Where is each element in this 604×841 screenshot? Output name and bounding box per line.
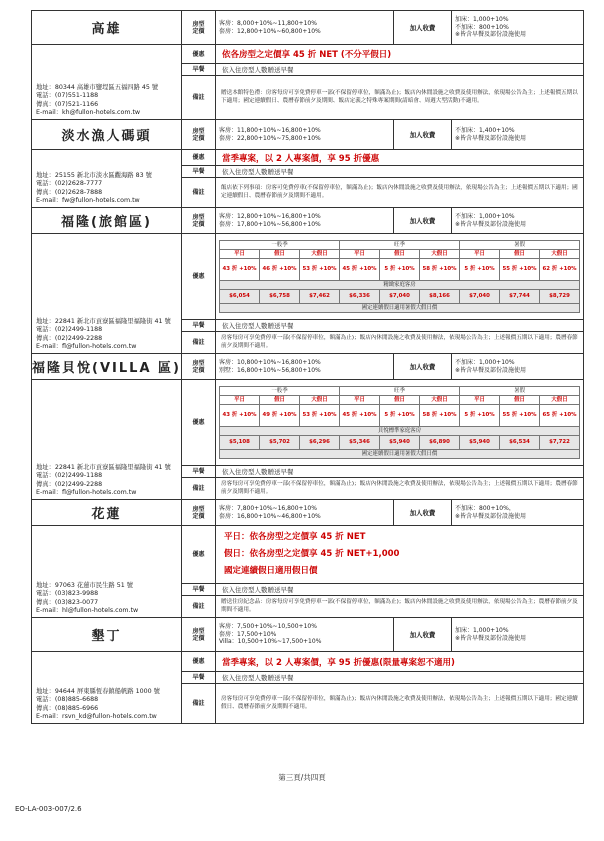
room-prices: 客房：7,500+10%~10,500+10% 套房：17,500+10% Villa：10,500+10%~17,500+10% — [216, 618, 394, 652]
discount-rate: 53 折 +10% — [300, 259, 340, 281]
discount-rate: 62 折 +10% — [540, 259, 580, 281]
room-prices: 客房：12,800+10%~16,800+10% 套房：17,800+10%~56,800+10% — [216, 208, 394, 234]
discount-label: 優惠 — [182, 380, 216, 466]
season-group: 一般季 — [220, 387, 340, 396]
discount-rate: 43 折 +10% — [220, 259, 260, 281]
discount-rate: 5 折 +10% — [460, 259, 500, 281]
extra-bed-label: 加人收費 — [394, 618, 452, 652]
room-price: $6,296 — [300, 436, 340, 450]
extra-bed-info: 不加床：800+10%， ※皆含早餐及部份設施使用 — [452, 500, 584, 526]
day-type: 假日 — [500, 396, 540, 405]
discount-rate: 58 折 +10% — [420, 405, 460, 427]
room-price: $6,336 — [340, 290, 380, 304]
breakfast-label: 早餐 — [182, 466, 216, 478]
hotel-address-kenting: 地址：94644 屏東縣恆春鎮船帆路 1000 號 電話：(08)885-6688 傳真：(08)885-6966 E-mail：rsvn_kd@fullon-hotels.com.tw — [32, 652, 182, 724]
hotel-name-fulong-villa: 福隆貝悅(VILLA 區) — [32, 354, 182, 380]
hotel-rate-table — [31, 10, 584, 724]
room-price: $6,758 — [260, 290, 300, 304]
document-code: EO-LA-003-007/2.6 — [15, 805, 82, 813]
day-type: 假日 — [260, 250, 300, 259]
room-price: $8,729 — [540, 290, 580, 304]
room-price: $6,890 — [420, 436, 460, 450]
extra-bed-info: 不加床：1,000+10% ※皆含早餐及部份設施使用 — [452, 208, 584, 234]
breakfast-text: 依入住房型人數贈送早餐 — [216, 166, 584, 178]
day-type: 大假日 — [300, 396, 340, 405]
day-type: 假日 — [260, 396, 300, 405]
extra-bed-info: 加床：1,000+10% ※皆含早餐及部份設施使用 — [452, 618, 584, 652]
room-price: $7,040 — [460, 290, 500, 304]
extra-bed-label: 加人收費 — [394, 500, 452, 526]
room-price: $7,744 — [500, 290, 540, 304]
hotel-name-fulong: 福隆(旅館區) — [32, 208, 182, 234]
extra-bed-info: 不加床：1,400+10% ※皆含早餐及部份設施使用 — [452, 120, 584, 150]
hotel-address-fulong-villa: 地址：22841 新北市貢寮區福隆里福隆街 41 號 電話：(02)2499-1188 傳真：(02)2499-2288 E-mail：fl@fullon-hotels.com.tw — [32, 380, 182, 500]
room-price: $6,534 — [500, 436, 540, 450]
season-rate-table — [219, 240, 580, 313]
day-type: 假日 — [500, 250, 540, 259]
day-type: 平日 — [460, 396, 500, 405]
discount-rate: 49 折 +10% — [260, 405, 300, 427]
day-type: 平日 — [340, 396, 380, 405]
discount-text: 當季專案，以 2 人專案價，享 95 折優惠 — [216, 150, 584, 166]
remarks-label: 備註 — [182, 684, 216, 724]
room-price-label: 房型 定價 — [182, 11, 216, 45]
room-price-label: 房型 定價 — [182, 354, 216, 380]
season-rate-cell — [216, 234, 584, 320]
breakfast-label: 早餐 — [182, 584, 216, 596]
day-type: 平日 — [220, 250, 260, 259]
extra-bed-label: 加人收費 — [394, 11, 452, 45]
room-price: $6,054 — [220, 290, 260, 304]
day-type: 平日 — [340, 250, 380, 259]
hotel-name-kenting: 墾丁 — [32, 618, 182, 652]
discount-label: 優惠 — [182, 234, 216, 320]
breakfast-text: 依入住房型人數贈送早餐 — [216, 320, 584, 332]
discount-rate: 45 折 +10% — [340, 405, 380, 427]
discount-text: 依各房型之定價享 45 折 NET (不分平假日) — [216, 45, 584, 64]
discount-rate: 45 折 +10% — [340, 259, 380, 281]
hotel-name-tamsui: 淡水漁人碼頭 — [32, 120, 182, 150]
holiday-note: 國定連續假日適用暑假大假日價 — [220, 450, 580, 459]
discount-rate: 53 折 +10% — [300, 405, 340, 427]
season-group: 暑假 — [460, 241, 580, 250]
room-prices: 客房：7,800+10%~16,800+10% 套房：16,800+10%~46,800+10% — [216, 500, 394, 526]
remarks-text: 飯店依下列事項：房客可免費停車(不保留停車位，額滿為止)；飯店內休閒設施之收費及使用辦法，依現場公告為主；上述報價五期以下適用；國定連續假日、農曆春節前夕及期間不適用。 — [216, 178, 584, 208]
room-price: $5,702 — [260, 436, 300, 450]
day-type: 大假日 — [420, 396, 460, 405]
discount-rate: 65 折 +10% — [540, 405, 580, 427]
hotel-address-kaohsiung: 地址：80344 高雄市鹽埕區五福四路 45 號 電話：(07)551-1188 傳真：(07)521-1166 E-mail：kh@fullon-hotels.com.tw — [32, 45, 182, 120]
day-type: 假日 — [380, 250, 420, 259]
breakfast-label: 早餐 — [182, 166, 216, 178]
hotel-address-hualien: 地址：97063 花蓮市民生路 51 號 電話：(03)823-9988 傳真：(03)823-0077 E-mail：hl@fullon-hotels.com.tw — [32, 526, 182, 618]
season-rate-table — [219, 386, 580, 459]
extra-bed-label: 加人收費 — [394, 120, 452, 150]
breakfast-text: 依入住房型人數贈送早餐 — [216, 584, 584, 596]
room-price: $7,040 — [380, 290, 420, 304]
discount-rate: 43 折 +10% — [220, 405, 260, 427]
room-price: $5,940 — [460, 436, 500, 450]
hotel-name-kaohsiung: 高雄 — [32, 11, 182, 45]
day-type: 平日 — [460, 250, 500, 259]
remarks-label: 備註 — [182, 596, 216, 618]
page-number: 第三頁/共四頁 — [278, 773, 326, 782]
room-type-subtitle: 貝悅標準家庭客房 — [220, 427, 580, 436]
discount-rate: 5 折 +10% — [380, 259, 420, 281]
extra-bed-label: 加人收費 — [394, 354, 452, 380]
room-price: $7,462 — [300, 290, 340, 304]
room-price-label: 房型 定價 — [182, 208, 216, 234]
discount-text: 當季專案，以 2 人專案價，享 95 折優惠(限量專案恕不適用) — [216, 652, 584, 672]
breakfast-label: 早餐 — [182, 672, 216, 684]
room-price: $8,166 — [420, 290, 460, 304]
day-type: 大假日 — [540, 396, 580, 405]
remarks-text: 房客每房可享免費停車一部(不保留停車位，額滿為止)；飯店內休閒設施之收費及使用辦法，依現場公告為主；上述報價五期以下適用；農曆春節前夕及期間不適用。 — [216, 478, 584, 500]
discount-text: 平日：依各房型之定價享 45 折 NET 假日：依各房型之定價享 45 折 NET+1,000 國定連續假日適用假日價 — [216, 526, 584, 584]
breakfast-label: 早餐 — [182, 320, 216, 332]
room-price-label: 房型 定價 — [182, 618, 216, 652]
breakfast-label: 早餐 — [182, 64, 216, 76]
discount-rate: 55 折 +10% — [500, 405, 540, 427]
discount-rate: 5 折 +10% — [380, 405, 420, 427]
discount-rate: 55 折 +10% — [500, 259, 540, 281]
hotel-name-hualien: 花蓮 — [32, 500, 182, 526]
discount-rate: 46 折 +10% — [260, 259, 300, 281]
extra-bed-label: 加人收費 — [394, 208, 452, 234]
season-group: 旺季 — [340, 241, 460, 250]
day-type: 大假日 — [300, 250, 340, 259]
discount-rate: 58 折 +10% — [420, 259, 460, 281]
discount-rate: 5 折 +10% — [460, 405, 500, 427]
room-prices: 客房：10,800+10%~16,800+10% 別墅：16,800+10%~56,800+10% — [216, 354, 394, 380]
room-price-label: 房型 定價 — [182, 120, 216, 150]
extra-bed-info: 不加床：1,000+10% ※皆含早餐及部份設施使用 — [452, 354, 584, 380]
hotel-address-tamsui: 地址：25155 新北市淡水區觀海路 83 號 電話：(02)2628-7777 傳真：(02)2628-7888 E-mail：fw@fullon-hotels.com.tw — [32, 150, 182, 208]
remarks-text: 房客每房可享免費停車一部(不保留停車位，額滿為止)；飯店內休閒設施之收費及使用辦法，依現場公告為主；上述報價五期以下適用；國定連續假日、農曆春節前夕及期間不適用。 — [216, 684, 584, 724]
remarks-label: 備註 — [182, 76, 216, 120]
breakfast-text: 依入住房型人數贈送早餐 — [216, 672, 584, 684]
discount-label: 優惠 — [182, 150, 216, 166]
remarks-label: 備註 — [182, 178, 216, 208]
season-group: 暑假 — [460, 387, 580, 396]
breakfast-text: 依入住房型人數贈送早餐 — [216, 64, 584, 76]
holiday-note: 國定連續假日適用暑假大假日價 — [220, 304, 580, 313]
season-group: 一般季 — [220, 241, 340, 250]
day-type: 大假日 — [420, 250, 460, 259]
remarks-label: 備註 — [182, 332, 216, 354]
season-group: 旺季 — [340, 387, 460, 396]
room-prices: 客房：11,800+10%~16,800+10% 套房：22,800+10%~75,800+10% — [216, 120, 394, 150]
room-price: $7,722 — [540, 436, 580, 450]
room-price-label: 房型 定價 — [182, 500, 216, 526]
hotel-address-fulong: 地址：22841 新北市貢寮區福隆里福隆街 41 號 電話：(02)2499-1188 傳真：(02)2499-2288 E-mail：fl@fullon-hotels.com.tw — [32, 234, 182, 354]
remarks-text: 房客每房可享免費停車一部(不保留停車位，額滿為止)；飯店內休閒設施之收費及使用辦法，依現場公告為主；上述報價五期以下適用；農曆春節前夕及期間不適用。 — [216, 332, 584, 354]
day-type: 平日 — [220, 396, 260, 405]
extra-bed-info: 加床：1,000+10% 不加床：800+10% ※皆含早餐及部份設施使用 — [452, 11, 584, 45]
day-type: 假日 — [380, 396, 420, 405]
discount-label: 優惠 — [182, 526, 216, 584]
room-prices: 客房：8,000+10%~11,800+10% 套房：12,800+10%~60,800+10% — [216, 11, 394, 45]
remarks-text: 贈送住房紀念品：房客每房可享免費停車一部(不保留停車位，額滿為止)；飯店內休閒設施之收費及使用辦法，依現場公告為主；農曆春節前夕及期間不適用。 — [216, 596, 584, 618]
discount-label: 優惠 — [182, 652, 216, 672]
room-type-subtitle: 精緻家庭客房 — [220, 281, 580, 290]
remarks-text: 贈送本館特色禮：房客每房可享免費停車一部(不保留停車位，額滿為止)；飯店內休閒設施之收費及使用辦法，依現場公告為主；上述報價五期以下適用；國定連續假日、農曆春節前夕及期間、飯店定義之特殊專案期間(請暗會、周週大型活動)不適用。 — [216, 76, 584, 120]
discount-label: 優惠 — [182, 45, 216, 64]
day-type: 大假日 — [540, 250, 580, 259]
room-price: $5,346 — [340, 436, 380, 450]
season-rate-cell — [216, 380, 584, 466]
room-price: $5,940 — [380, 436, 420, 450]
remarks-label: 備註 — [182, 478, 216, 500]
room-price: $5,108 — [220, 436, 260, 450]
breakfast-text: 依入住房型人數贈送早餐 — [216, 466, 584, 478]
